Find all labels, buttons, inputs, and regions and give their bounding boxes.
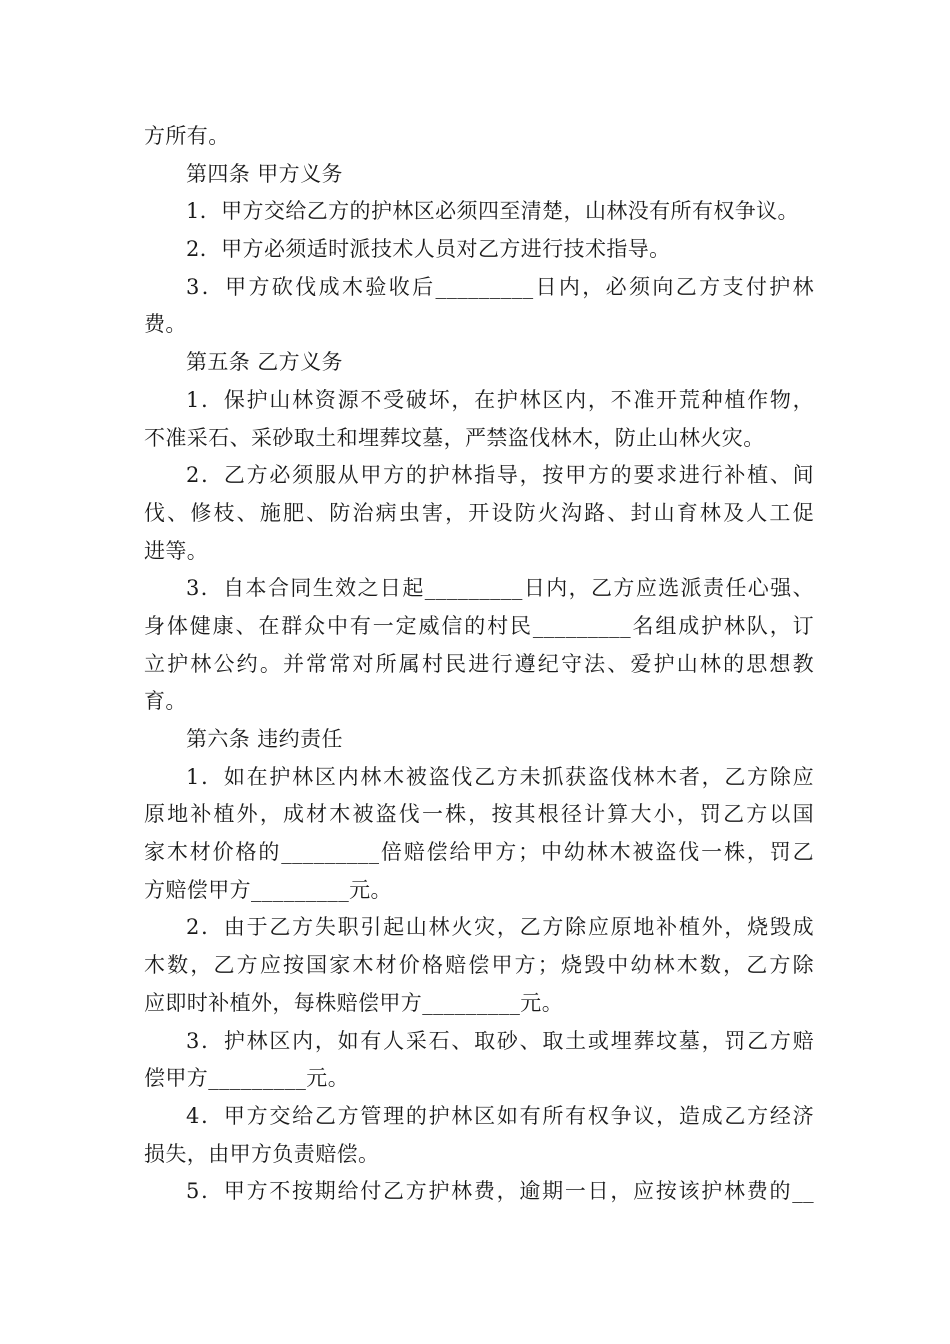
text-line: 育。: [144, 689, 187, 714]
text-line: 1．如在护林区内林木被盗伐乙方未抓获盗伐林木者，乙方除应: [186, 764, 814, 789]
text-line: 3．甲方砍伐成木验收后_________日内，必须向乙方支付护林: [186, 274, 814, 299]
text-line: 伐、修枝、施肥、防治病虫害，开设防火沟路、封山育林及人工促: [144, 500, 814, 525]
text-line: 家木材价格的_________倍赔偿给甲方；中幼林木被盗伐一株，罚乙: [144, 840, 814, 865]
text-line: 2．由于乙方失职引起山林火灾，乙方除应原地补植外，烧毁成: [186, 915, 814, 940]
text-line: 3．自本合同生效之日起_________日内，乙方应选派责任心强、: [186, 576, 814, 601]
text-line: 应即时补植外，每株赔偿甲方_________元。: [144, 990, 564, 1015]
text-line: 1．甲方交给乙方的护林区必须四至清楚，山林没有所有权争议。: [186, 199, 799, 224]
text-line: 方所有。: [144, 124, 230, 148]
text-line: 4．甲方交给乙方管理的护林区如有所有权争议，造成乙方经济: [186, 1103, 814, 1128]
text-line: 损失，由甲方负责赔偿。: [144, 1141, 380, 1166]
text-line: 偿甲方_________元。: [144, 1066, 350, 1091]
text-line: 3．护林区内，如有人采石、取砂、取土或埋葬坟墓，罚乙方赔: [186, 1028, 814, 1053]
text-line: 进等。: [144, 538, 209, 563]
text-line: 费。: [144, 312, 187, 337]
document-body: [144, 118, 814, 1211]
text-line: 不准采石、采砂取土和埋葬坟墓，严禁盗伐林木，防止山林火灾。: [144, 425, 765, 450]
text-line: 第四条 甲方义务: [186, 161, 343, 186]
text-line: 立护林公约。并常常对所属村民进行遵纪守法、爱护山林的思想教: [144, 651, 814, 676]
text-line: 方赔偿甲方_________元。: [144, 877, 392, 902]
text-line: 5．甲方不按期给付乙方护林费，逾期一日，应按该护林费的__: [186, 1179, 814, 1204]
text-line: 2．甲方必须适时派技术人员对乙方进行技术指导。: [186, 237, 671, 262]
text-line: 木数，乙方应按国家木材价格赔偿甲方；烧毁中幼林木数，乙方除: [144, 953, 814, 978]
text-line: 2．乙方必须服从甲方的护林指导，按甲方的要求进行补植、间: [186, 463, 814, 488]
text-line: 1．保护山林资源不受破坏，在护林区内，不准开荒种植作物，: [186, 387, 814, 412]
text-line: 第五条 乙方义务: [186, 350, 343, 375]
text-line: 身体健康、在群众中有一定威信的村民_________名组成护林队，订: [144, 613, 814, 638]
text-line: 原地补植外，成材木被盗伐一株，按其根径计算大小，罚乙方以国: [144, 802, 814, 827]
text-line: 第六条 违约责任: [186, 727, 343, 751]
